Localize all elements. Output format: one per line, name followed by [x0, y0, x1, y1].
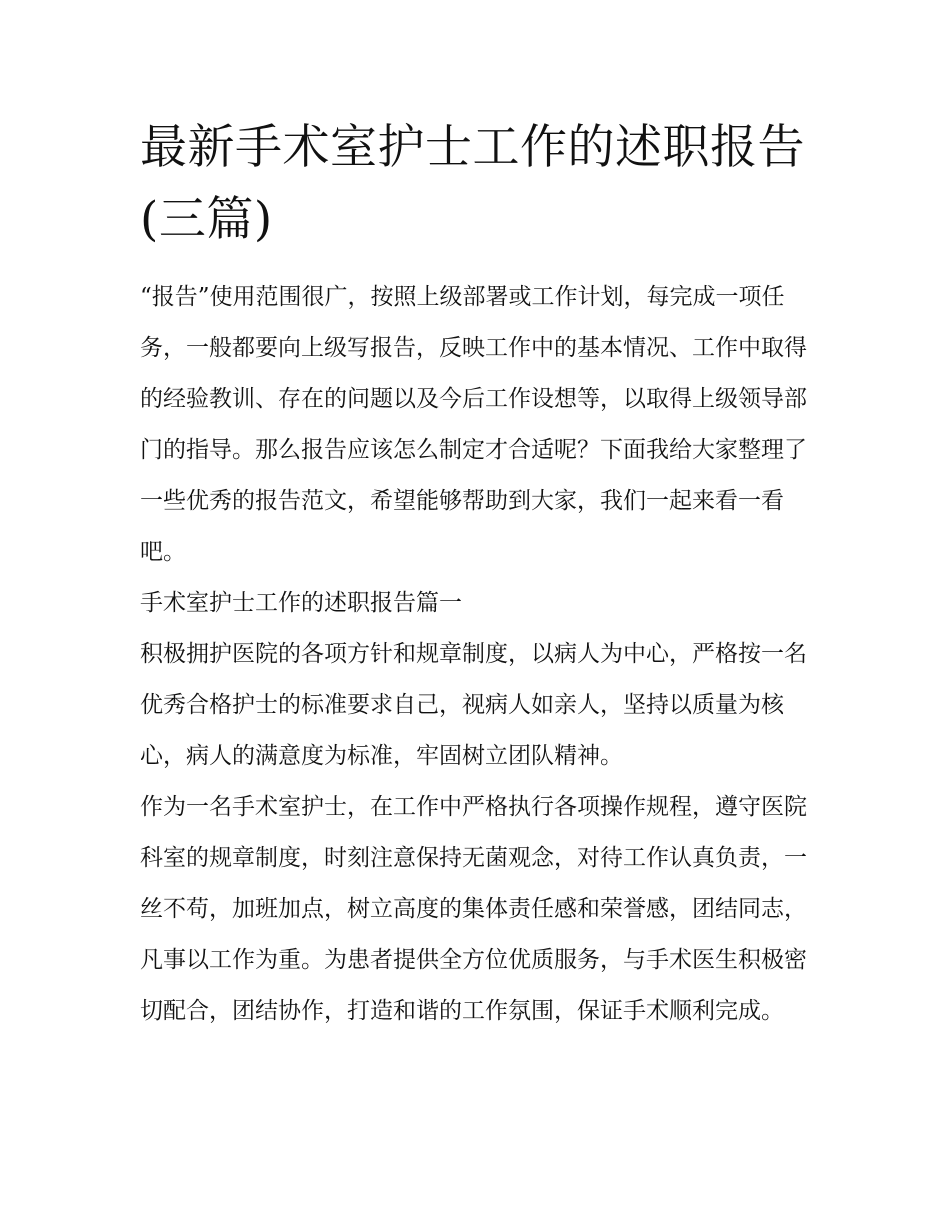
section-heading: 手术室护士工作的述职报告篇一 — [140, 590, 462, 616]
intro-paragraph: “报告”使用范围很广，按照上级部署或工作计划，每完成一项任务，一般都要向上级写报告，反映工作中的基本情况、工作中取得的经验教训、存在的问题以及今后工作设想等，以取得上级领导部门的指导。那么报告应该怎么制定才合适呢？下面我给大家整理了一些优秀的报告范文，希望能够帮助到大家，我们一起来看一看吧。 — [140, 284, 807, 565]
body-paragraph: 积极拥护医院的各项方针和规章制度，以病人为中心，严格按一名优秀合格护士的标准要求自己，视病人如亲人，坚持以质量为核心，病人的满意度为标准，牢固树立团队精神。 — [140, 641, 807, 769]
document-title: 最新手术室护士工作的述职报告(三篇) — [140, 120, 805, 247]
document-content — [140, 112, 812, 1037]
body-paragraph: 作为一名手术室护士，在工作中严格执行各项操作规程，遵守医院科室的规章制度，时刻注意保持无菌观念，对待工作认真负责，一丝不苟，加班加点，树立高度的集体责任感和荣誉感，团结同志，凡事以工作为重。为患者提供全方位优质服务，与手术医生积极密切配合，团结协作，打造和谐的工作氛围，保证手术顺利完成。 — [140, 794, 807, 1024]
